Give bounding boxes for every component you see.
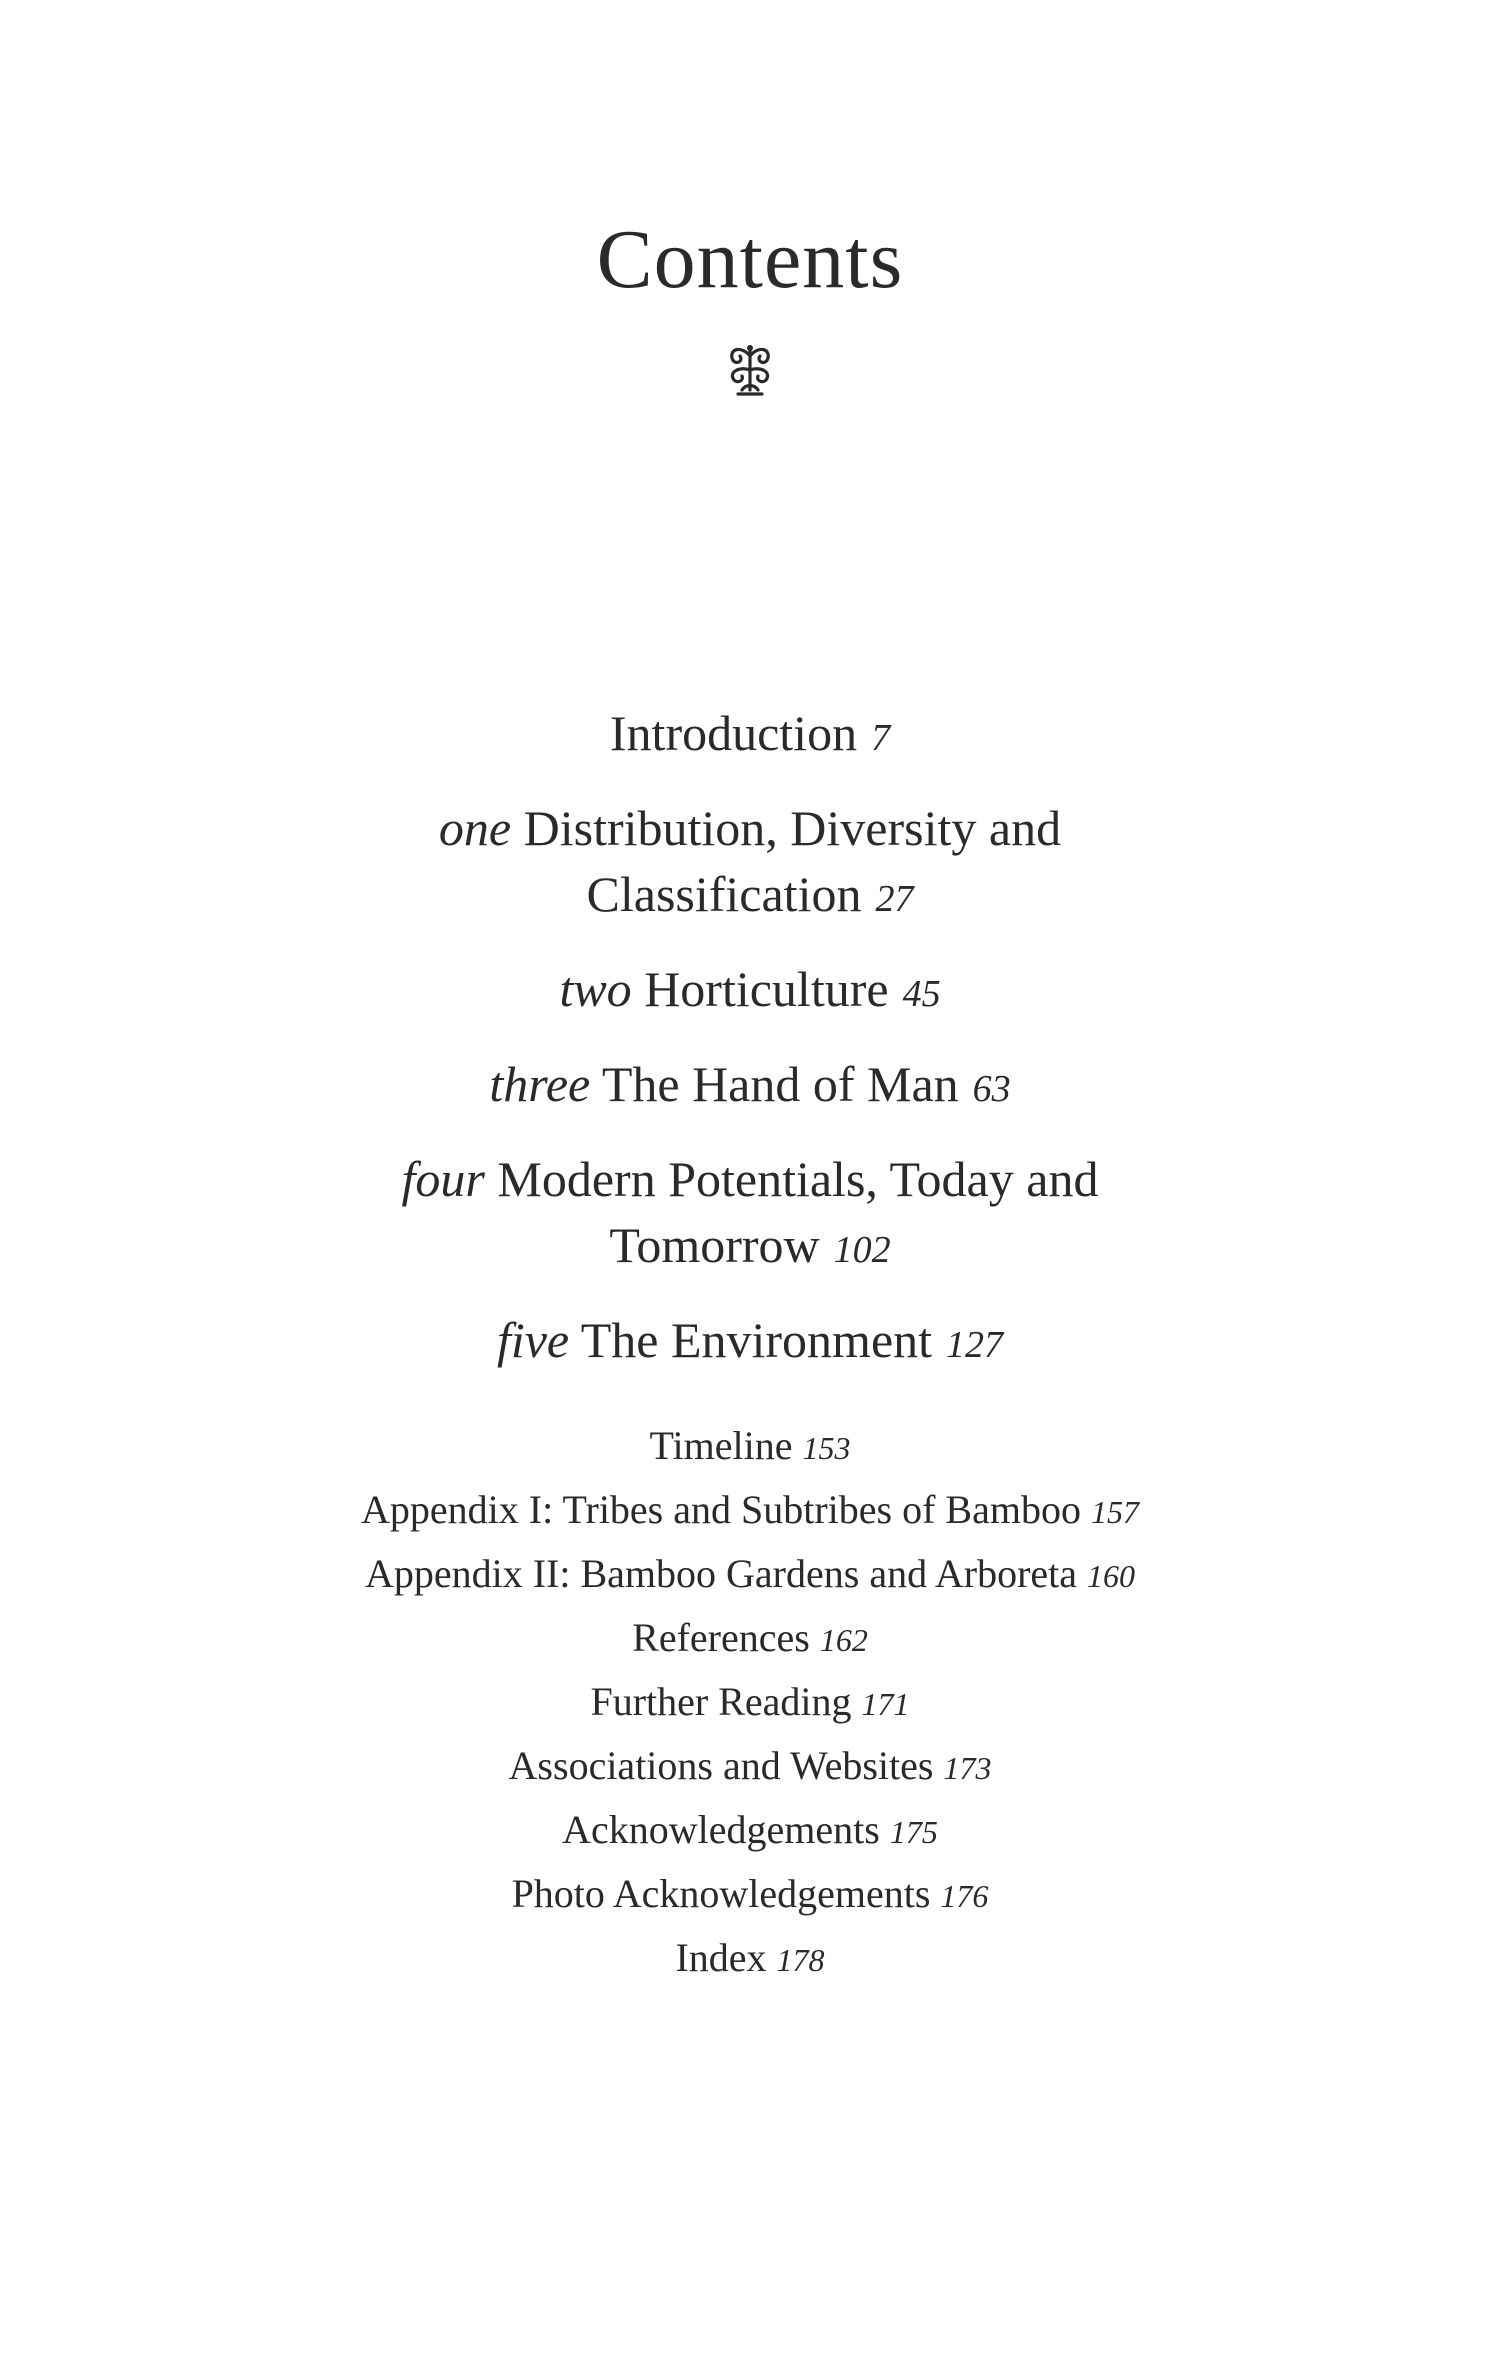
floral-ornament-icon xyxy=(720,340,780,400)
chapter-title: The Hand of Man xyxy=(601,1056,959,1112)
page-title: Contents xyxy=(596,213,904,306)
chapter-entry[interactable] xyxy=(0,1146,1500,1283)
back-matter-entry[interactable] xyxy=(0,1927,1500,1991)
page-number: 162 xyxy=(819,1622,868,1658)
page-number: 27 xyxy=(875,878,914,920)
entry-label: Acknowledgements xyxy=(562,1807,880,1852)
page-number: 175 xyxy=(889,1814,938,1850)
chapter-title-continued: Classification xyxy=(586,866,862,922)
chapter-title: Distribution, Diversity and xyxy=(523,800,1062,856)
entry-label: Index xyxy=(675,1935,767,1980)
back-matter-entry[interactable] xyxy=(0,1479,1500,1543)
chapter-number-word: one xyxy=(438,800,512,856)
chapter-title: Horticulture xyxy=(644,961,889,1017)
page-number: 171 xyxy=(861,1686,910,1722)
chapter-title: Introduction xyxy=(609,705,858,761)
page-number: 45 xyxy=(902,973,941,1015)
chapter-list xyxy=(0,700,1500,1402)
page-number: 102 xyxy=(833,1229,891,1271)
entry-label: Appendix I: Tribes and Subtribes of Bamboo xyxy=(361,1487,1081,1532)
chapter-number-word: four xyxy=(401,1151,485,1207)
entry-label: Associations and Websites xyxy=(508,1743,934,1788)
page-number: 160 xyxy=(1087,1558,1136,1594)
chapter-entry[interactable] xyxy=(0,956,1500,1027)
back-matter-entry[interactable] xyxy=(0,1607,1500,1671)
back-matter-entry[interactable] xyxy=(0,1735,1500,1799)
back-matter-list xyxy=(0,1415,1500,1991)
entry-label: Further Reading xyxy=(590,1679,852,1724)
page-number: 7 xyxy=(871,717,891,759)
page-number: 173 xyxy=(943,1750,992,1786)
chapter-title-continued: Tomorrow xyxy=(609,1217,820,1273)
entry-label: Timeline xyxy=(649,1423,793,1468)
back-matter-entry[interactable] xyxy=(0,1415,1500,1479)
back-matter-entry[interactable] xyxy=(0,1671,1500,1735)
page-number: 153 xyxy=(802,1430,851,1466)
entry-label: References xyxy=(632,1615,810,1660)
page-number: 157 xyxy=(1090,1494,1139,1530)
chapter-title: Modern Potentials, Today and xyxy=(497,1151,1099,1207)
chapter-entry[interactable] xyxy=(0,700,1500,771)
chapter-entry[interactable] xyxy=(0,1051,1500,1122)
entry-label: Appendix II: Bamboo Gardens and Arboreta xyxy=(364,1551,1078,1596)
back-matter-entry[interactable] xyxy=(0,1863,1500,1927)
chapter-number-word: five xyxy=(496,1312,570,1368)
chapter-number-word: two xyxy=(559,961,632,1017)
back-matter-entry[interactable] xyxy=(0,1799,1500,1863)
page-number: 178 xyxy=(776,1942,825,1978)
page-number: 176 xyxy=(940,1878,989,1914)
back-matter-entry[interactable] xyxy=(0,1543,1500,1607)
entry-label: Photo Acknowledgements xyxy=(511,1871,931,1916)
page-number: 63 xyxy=(972,1068,1011,1110)
chapter-title: The Environment xyxy=(580,1312,933,1368)
page-number: 127 xyxy=(946,1324,1004,1366)
chapter-number-word: three xyxy=(489,1056,591,1112)
chapter-entry[interactable] xyxy=(0,795,1500,932)
chapter-entry[interactable] xyxy=(0,1307,1500,1378)
